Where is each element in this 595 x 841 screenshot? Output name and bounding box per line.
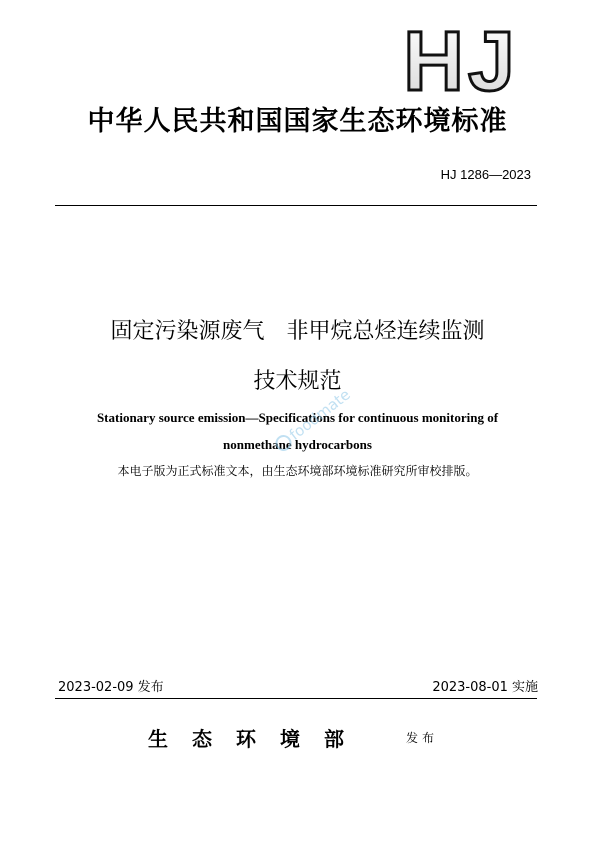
watermark-text: foodmate — [285, 385, 354, 444]
issuing-ministry: 生态环境部 — [148, 727, 368, 751]
top-divider — [55, 205, 537, 206]
logo-text: HJ — [403, 14, 519, 108]
bottom-divider — [55, 698, 537, 699]
standard-title-line1: 固定污染源废气 非甲烷总烃连续监测 — [110, 319, 485, 344]
english-title-line1: Stationary source emission—Specifications for continuous monitoring of — [96, 410, 499, 425]
electronic-version-notice: 本电子版为正式标准文本，由生态环境部环境标准研究所审校排版。 — [117, 464, 478, 478]
english-title-line2: nonmethane hydrocarbons — [223, 437, 372, 452]
hj-logo — [396, 14, 526, 108]
implementation-date: 2023-08-01 实施 — [432, 680, 538, 695]
standard-number: HJ 1286—2023 — [440, 167, 531, 182]
standard-title-line2: 技术规范 — [253, 369, 342, 394]
issued-label: 发布 — [406, 731, 439, 745]
issue-date: 2023-02-09 发布 — [58, 680, 164, 695]
org-title: 中华人民共和国国家生态环境标准 — [87, 106, 508, 137]
